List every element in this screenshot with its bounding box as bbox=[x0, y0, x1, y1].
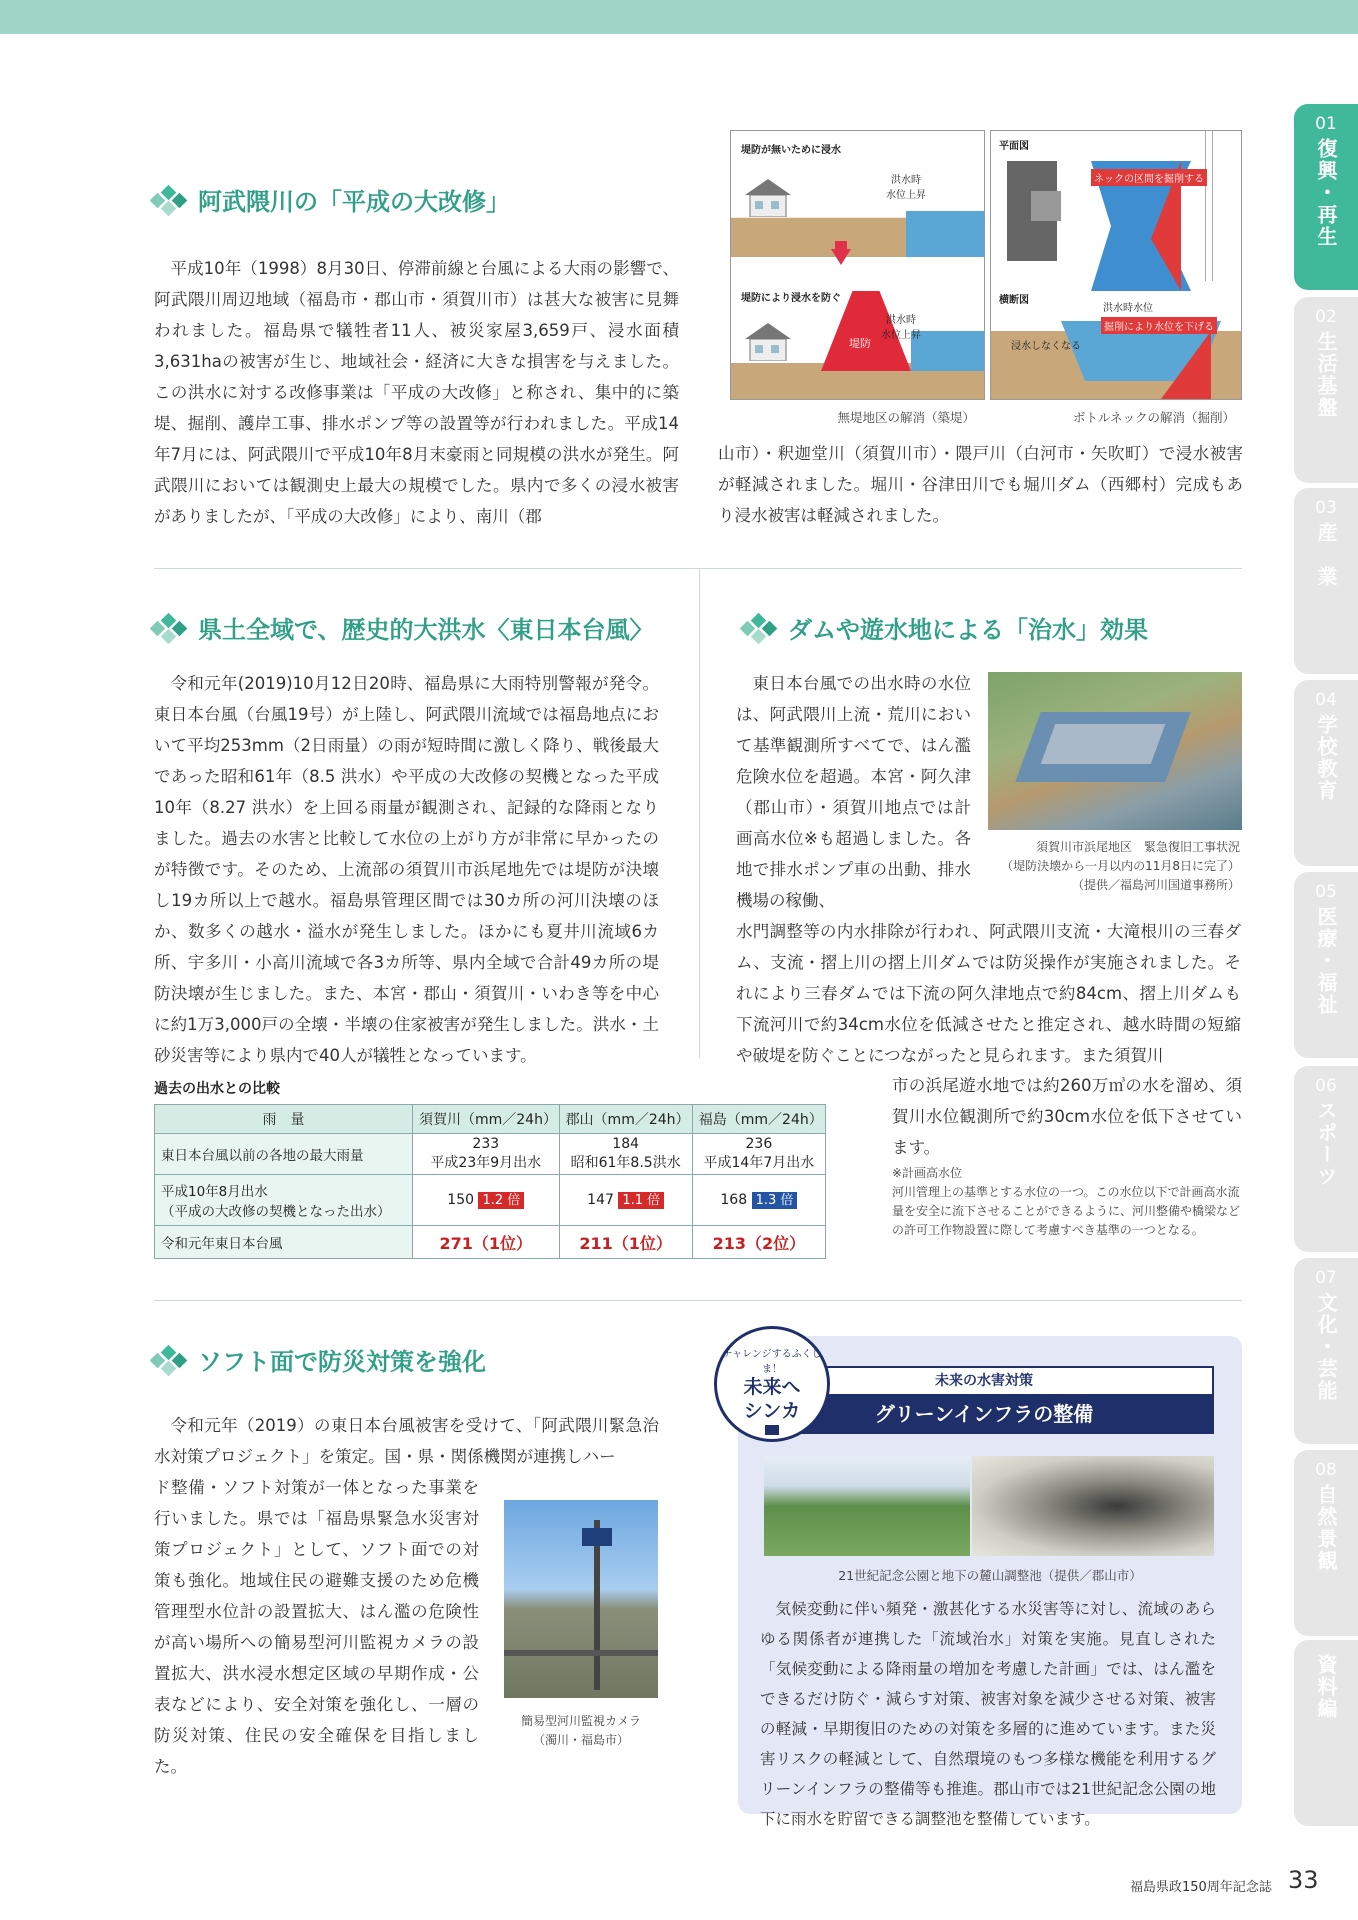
bottleneck-diagram-caption: ボトルネックの解消（掘削） bbox=[1072, 410, 1235, 425]
section3-body-tail: 市の浜尾遊水地では約260万㎥の水を溜め、須賀川水位観測所で約30cm水位を低下させています。 bbox=[892, 1076, 1242, 1157]
table-row-label: 平成10年8月出水 （平成の大改修の契機となった出水） bbox=[155, 1175, 413, 1226]
table-row-label: 東日本台風以前の各地の最大雨量 bbox=[155, 1134, 413, 1175]
table-row bbox=[155, 1226, 826, 1259]
divider bbox=[154, 568, 1242, 569]
arrow-down-icon bbox=[831, 249, 851, 265]
sidebar-tab[interactable] bbox=[1294, 1258, 1358, 1444]
flag-icon bbox=[765, 1425, 779, 1435]
house-icon bbox=[745, 177, 791, 217]
table-cell: 168 1.3 倍 bbox=[692, 1175, 825, 1226]
table-header: 福島（mm／24h） bbox=[692, 1105, 825, 1134]
sidebar-tab-label: 産 業 bbox=[1314, 522, 1338, 588]
ratio-badge: 1.1 倍 bbox=[618, 1192, 664, 1209]
reconstruction-photo-caption: 須賀川市浜尾地区 緊急復旧工事状況 （堤防決壊から一月以内の11月8日に完了） （提供／福島河川国道事務所） bbox=[1001, 840, 1240, 892]
table-cell: 233 平成23年9月出水 bbox=[413, 1134, 560, 1175]
sidebar-tab-number: 06 bbox=[1315, 1076, 1337, 1096]
table-cell: 147 1.1 倍 bbox=[559, 1175, 692, 1226]
camera-photo-caption: 簡易型河川監視カメラ （濁川・福島市） bbox=[520, 1714, 641, 1747]
sidebar-tab-number: 01 bbox=[1315, 114, 1337, 134]
section4-body-left: ド整備・ソフト対策が一体となった事業を行いました。県では「福島県緊急水災害対策プロジェクト」として、ソフト面での対策も強化。地域住民の避難支援のため危機管理型水位計の設置拡大、はん濫の危険性が高い場所への簡易型河川監視カメラの設置拡大、洪水浸水想定区域の早期作成・公表などにより、安全対策を強化し、一層の防災対策、住民の安全確保を目指しました。 bbox=[154, 1478, 479, 1776]
footnote: ※計画高水位 河川管理上の基準とする水位の一つ。この水位以下で計画高水流量を安全に流下させることができるように、河川整備や橋梁などの許可工作物設置に際して考慮すべき基準の一つとなる。 bbox=[892, 1166, 1241, 1237]
table-row bbox=[155, 1175, 826, 1226]
table-header-row bbox=[155, 1105, 826, 1134]
footer-title: 福島県政150周年記念誌 bbox=[1130, 1880, 1272, 1895]
table-cell: 236 平成14年7月出水 bbox=[692, 1134, 825, 1175]
levee-diagram-caption: 無堤地区の解消（築堤） bbox=[837, 410, 975, 425]
table-cell: 213（2位） bbox=[692, 1226, 825, 1259]
sidebar-tab-number: 08 bbox=[1315, 1460, 1337, 1480]
table-cell: 150 1.2 倍 bbox=[413, 1175, 560, 1226]
ratio-badge: 1.2 倍 bbox=[478, 1192, 524, 1209]
green-infra-title: 未来の水害対策 グリーンインフラの整備 bbox=[754, 1366, 1214, 1436]
green-infra-photo-caption: 21世紀記念公園と地下の麓山調整池（提供／郡山市） bbox=[838, 1568, 1142, 1583]
sidebar-tab-number: 07 bbox=[1315, 1268, 1337, 1288]
bottleneck-diagram: 平面図 ネックの区間を掘削する 横断図 洪水時水位 掘削により水位を下げる 浸水しなくなる bbox=[990, 130, 1242, 400]
table-header: 雨 量 bbox=[155, 1105, 413, 1134]
sidebar-tab[interactable] bbox=[1294, 1640, 1358, 1826]
section2-heading: 県土全域で、歴史的大洪水〈東日本台風〉 bbox=[150, 610, 654, 645]
ratio-badge: 1.3 倍 bbox=[752, 1192, 798, 1209]
section1-body-right: 山市）・釈迦堂川（須賀川市）・隈戸川（白河市・矢吹町）で浸水被害が軽減されました。堀川・谷津田川でも堀川ダム（西郷村）完成もあり浸水被害は軽減されました。 bbox=[718, 444, 1243, 525]
diamond-icon bbox=[150, 1345, 188, 1375]
camera-photo bbox=[504, 1500, 658, 1698]
sidebar-tab[interactable] bbox=[1294, 297, 1358, 483]
sidebar-tab-number: 02 bbox=[1315, 307, 1337, 327]
page-number: 33 bbox=[1288, 1866, 1319, 1894]
section4-body-top: 令和元年（2019）の東日本台風被害を受けて、「阿武隈川緊急治水対策プロジェクト」を策定。国・県・関係機関が連携しハー bbox=[154, 1416, 659, 1466]
section3-heading: ダムや遊水地による「治水」効果 bbox=[740, 610, 1148, 645]
sidebar-tab[interactable] bbox=[1294, 1066, 1358, 1252]
green-infra-body: 気候変動に伴い頻発・激甚化する水災害等に対し、流域のあらゆる関係者が連携した「流域治水」対策を実施。見直しされた「気候変動による降雨量の増加を考慮した計画」では、はん濫をできるだけ防ぐ・減らす対策、被害対象を減少させる対策、被害の軽減・早期復旧のための対策を多層的に進めています。また災害リスクの軽減として、自然環境のもつ多様な機能を利用するグリーンインフラの整備等も推進。郡山市では21世紀記念公園の地下に雨水を貯留できる調整池を整備しています。 bbox=[760, 1600, 1216, 1828]
sidebar-tab-label: 復興・再生 bbox=[1314, 138, 1338, 248]
sidebar-tab-label: 資料編 bbox=[1314, 1654, 1338, 1720]
sidebar-tab-label: スポーツ bbox=[1314, 1100, 1338, 1188]
section4-heading: ソフト面で防災対策を強化 bbox=[150, 1342, 486, 1377]
sidebar-tab[interactable] bbox=[1294, 872, 1358, 1058]
sidebar-tab-number: 04 bbox=[1315, 690, 1337, 710]
levee-diagram: 堤防が無いために浸水 洪水時 水位上昇 堤防により浸水を防ぐ 堤防 洪水時 水位上昇 bbox=[730, 130, 985, 400]
diamond-icon bbox=[150, 613, 188, 643]
reconstruction-photo bbox=[988, 672, 1242, 830]
future-badge: チャレンジするふくしま！ 未来へ シンカ bbox=[714, 1326, 830, 1442]
table-title: 過去の出水との比較 bbox=[154, 1081, 280, 1097]
park-photo bbox=[764, 1456, 970, 1556]
sidebar-tab-label: 医療・福祉 bbox=[1314, 906, 1338, 1016]
top-bar bbox=[0, 0, 1358, 34]
sidebar-tab[interactable] bbox=[1294, 104, 1358, 290]
section1-body-left: 平成10年（1998）8月30日、停滞前線と台風による大雨の影響で、阿武隈川周辺地域（福島市・郡山市・須賀川市）は甚大な被害に見舞われました。福島県で犠牲者11人、被災家屋3,659戸、浸水面積3,631haの被害が生じ、地域社会・経済に大きな損害を与えました。この洪水に対する改修事業は「平成の大改修」と称され、集中的に築堤、掘削、護岸工事、排水ポンプ等の設置等が行われました。平成14年7月には、阿武隈川で平成10年8月末豪雨と同規模の洪水が発生。阿武隈川においては観測史上最大の規模でした。県内で多くの浸水被害がありましたが、「平成の大改修」により、南川（郡 bbox=[154, 259, 679, 526]
table-cell: 271（1位） bbox=[413, 1226, 560, 1259]
table-cell: 184 昭和61年8.5洪水 bbox=[559, 1134, 692, 1175]
table-header: 郡山（mm／24h） bbox=[559, 1105, 692, 1134]
table-cell: 211（1位） bbox=[559, 1226, 692, 1259]
section2-body: 令和元年(2019)10月12日20時、福島県に大雨特別警報が発令。東日本台風（台風19号）が上陸し、阿武隈川流域では福島地点において平均253mm（2日雨量）の雨が短時間に激しく降り、戦後最大であった昭和61年（8.5 洪水）や平成の大改修の契機となった平成10年（8.27 洪水）を上回る雨量が観測され、記録的な降雨となりました。過去の水害と比較して水位の上がり方が非常に早かったのが特徴です。そのため、上流部の須賀川市浜尾地先では堤防が決壊し19カ所以上で越水。福島県管理区間では30カ所の河川決壊のほか、数多くの越水・溢水が発生しました。ほかにも夏井川流域6カ所、宇多川・小高川流域で各3カ所等、県内全域で合計49カ所の堤防決壊が生じました。また、本宮・郡山・須賀川・いわき等を中心に約1万3,000戸の全壊・半壊の住家被害が発生しました。洪水・土砂災害等により県内で40人が犠牲となっています。 bbox=[154, 674, 660, 1065]
sidebar-tab-number: 05 bbox=[1315, 882, 1337, 902]
reservoir-photo bbox=[972, 1456, 1214, 1556]
section3-body-full: 水門調整等の内水排除が行われ、阿武隈川支流・大滝根川の三春ダム、支流・摺上川の摺上川ダムでは防災操作が実施されました。それにより三春ダムでは下流の阿久津地点で約84cm、摺上川ダムも下流河川で約34cm水位を低減させたと推定され、越水時間の短縮や破堤を防ぐことにつながったと見られます。また須賀川 bbox=[736, 922, 1241, 1065]
sidebar-tab[interactable] bbox=[1294, 488, 1358, 674]
diamond-icon bbox=[740, 613, 778, 643]
section3-body-top: 東日本台風での出水時の水位は、阿武隈川上流・荒川において基準観測所すべてで、はん濫危険水位を超過。本宮・阿久津（郡山市）・須賀川地点では計画高水位※も超過しました。各地で排水ポンプ車の出動、排水機場の稼働、 bbox=[736, 674, 971, 910]
section1-heading: 阿武隈川の「平成の大改修」 bbox=[150, 182, 510, 217]
table-row-label: 令和元年東日本台風 bbox=[155, 1226, 413, 1259]
sidebar-tab-label: 生活基盤 bbox=[1314, 331, 1338, 419]
sidebar-tab-number: 03 bbox=[1315, 498, 1337, 518]
divider bbox=[699, 568, 700, 1058]
table-row bbox=[155, 1134, 826, 1175]
house-icon bbox=[745, 321, 791, 361]
sidebar-tab-label: 学校教育 bbox=[1314, 714, 1338, 802]
sidebar-tab-label: 文化・芸能 bbox=[1314, 1292, 1338, 1402]
comparison-table bbox=[154, 1104, 826, 1259]
divider bbox=[154, 1300, 1242, 1301]
diamond-icon bbox=[150, 185, 188, 215]
sidebar-tab[interactable] bbox=[1294, 680, 1358, 866]
table-header: 須賀川（mm／24h） bbox=[413, 1105, 560, 1134]
sidebar-tab[interactable] bbox=[1294, 1450, 1358, 1636]
sidebar-tab-label: 自然景観 bbox=[1314, 1484, 1338, 1572]
